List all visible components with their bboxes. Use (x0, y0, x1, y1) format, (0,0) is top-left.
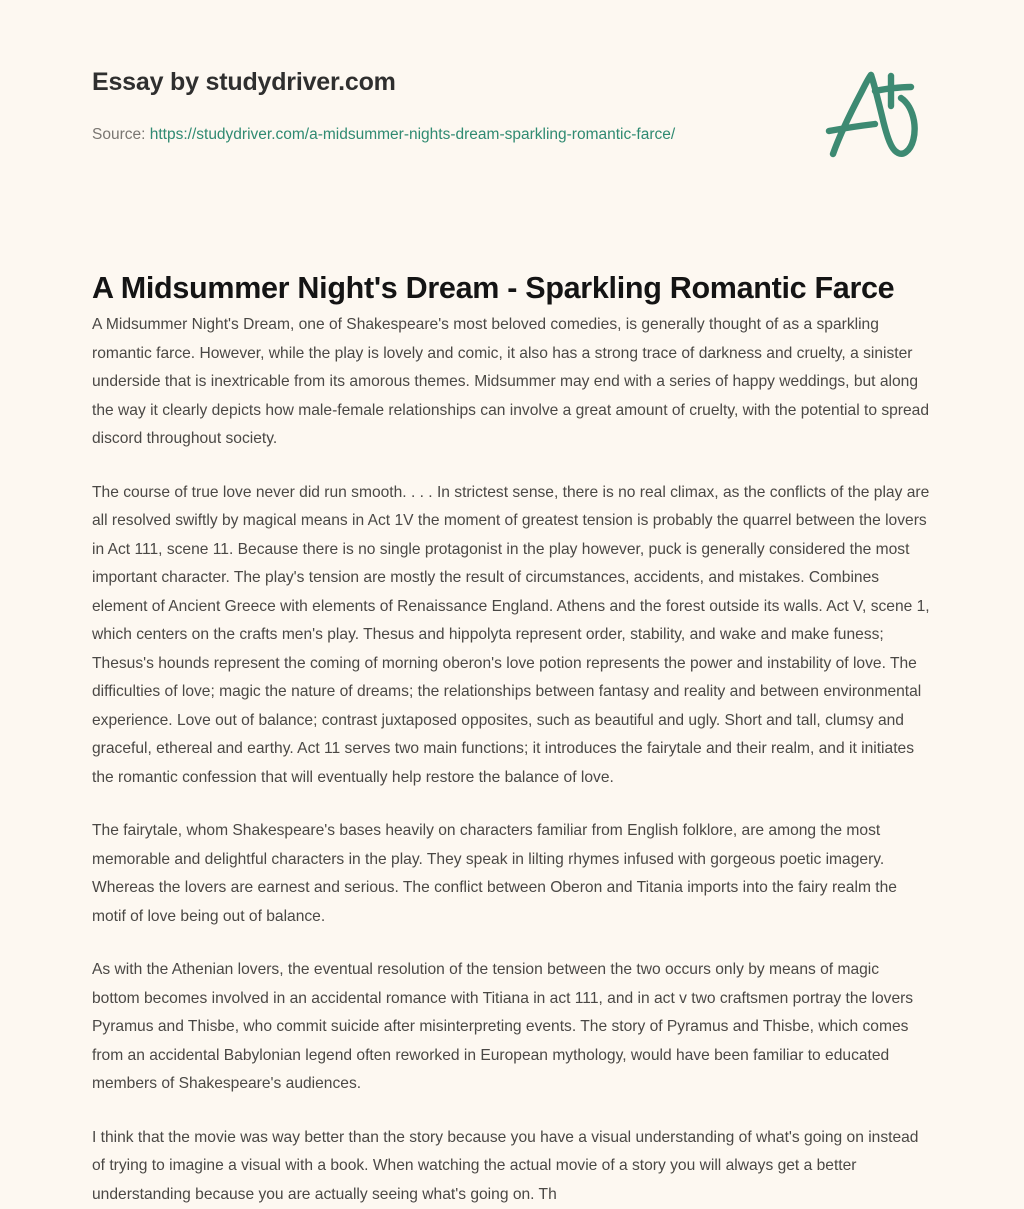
source-line (92, 126, 675, 144)
paragraph: The fairytale, whom Shakespeare's bases heavily on characters familiar from English folklore, are among the most memorable and delightful characters in the play. They speak in lilting rhymes infused with gorgeous poetic imagery. Whereas the lovers are earnest and serious. The conflict between Oberon and Titania imports into the fairy realm the motif of love being out of balance. (92, 817, 930, 931)
paragraph: As with the Athenian lovers, the eventual resolution of the tension between the two occurs only by means of magic bottom becomes involved in an accidental romance with Titiana in act 111, and in act v two craftsmen portray the lovers Pyramus and Thisbe, who commit suicide after misinterpreting events. The story of Pyramus and Thisbe, which comes from an accidental Babylonian legend often reworked in European mythology, would have been familiar to educated members of Shakespeare's audiences. (92, 956, 930, 1099)
essay-body (92, 311, 930, 1209)
document-header (0, 0, 1024, 200)
source-label: Source: (92, 126, 145, 143)
paragraph: A Midsummer Night's Dream, one of Shakespeare's most beloved comedies, is generally thought of as a sparkling romantic farce. However, while the play is lovely and comic, it also has a strong trace of darkness and cruelty, a sinister underside that is inextricable from its amorous themes. Midsummer may end with a series of happy weddings, but along the way it clearly depicts how male-female relationships can involve a great amount of cruelty, with the potential to spread discord throughout society. (92, 311, 930, 454)
paragraph: I think that the movie was way better than the story because you have a visual understanding of what's going on instead of trying to imagine a visual with a book. When watching the actual movie of a story you will always get a better understanding because you are actually seeing what's going on. Th (92, 1124, 930, 1209)
source-url-link[interactable]: https://studydriver.com/a-midsummer-nights-dream-sparkling-romantic-farce/ (150, 126, 675, 143)
a-plus-logo-icon (812, 58, 930, 170)
page-title: A Midsummer Night's Dream - Sparkling Romantic Farce (92, 270, 972, 307)
essay-byline: Essay by studydriver.com (92, 68, 396, 97)
paragraph: The course of true love never did run smooth. . . . In strictest sense, there is no real climax, as the conflicts of the play are all resolved swiftly by magical means in Act 1V the moment of greatest tension is probably the quarrel between the lovers in Act 111, scene 11. Because there is no single protagonist in the play however, puck is generally considered the most important character. The play's tension are mostly the result of circumstances, accidents, and mistakes. Combines element of Ancient Greece with elements of Renaissance England. Athens and the forest outside its walls. Act V, scene 1, which centers on the crafts men's play. Thesus and hippolyta represent order, stability, and wake and make funess; Thesus's hounds represent the coming of morning oberon's love potion represents the power and instability of love. The difficulties of love; magic the nature of dreams; the relationships between fantasy and reality and between environmental experience. Love out of balance; contrast juxtaposed opposites, such as beautiful and ugly. Short and tall, clumsy and graceful, ethereal and earthy. Act 11 serves two main functions; it introduces the fairytale and their realm, and it initiates the romantic confession that will eventually help restore the balance of love. (92, 479, 930, 793)
